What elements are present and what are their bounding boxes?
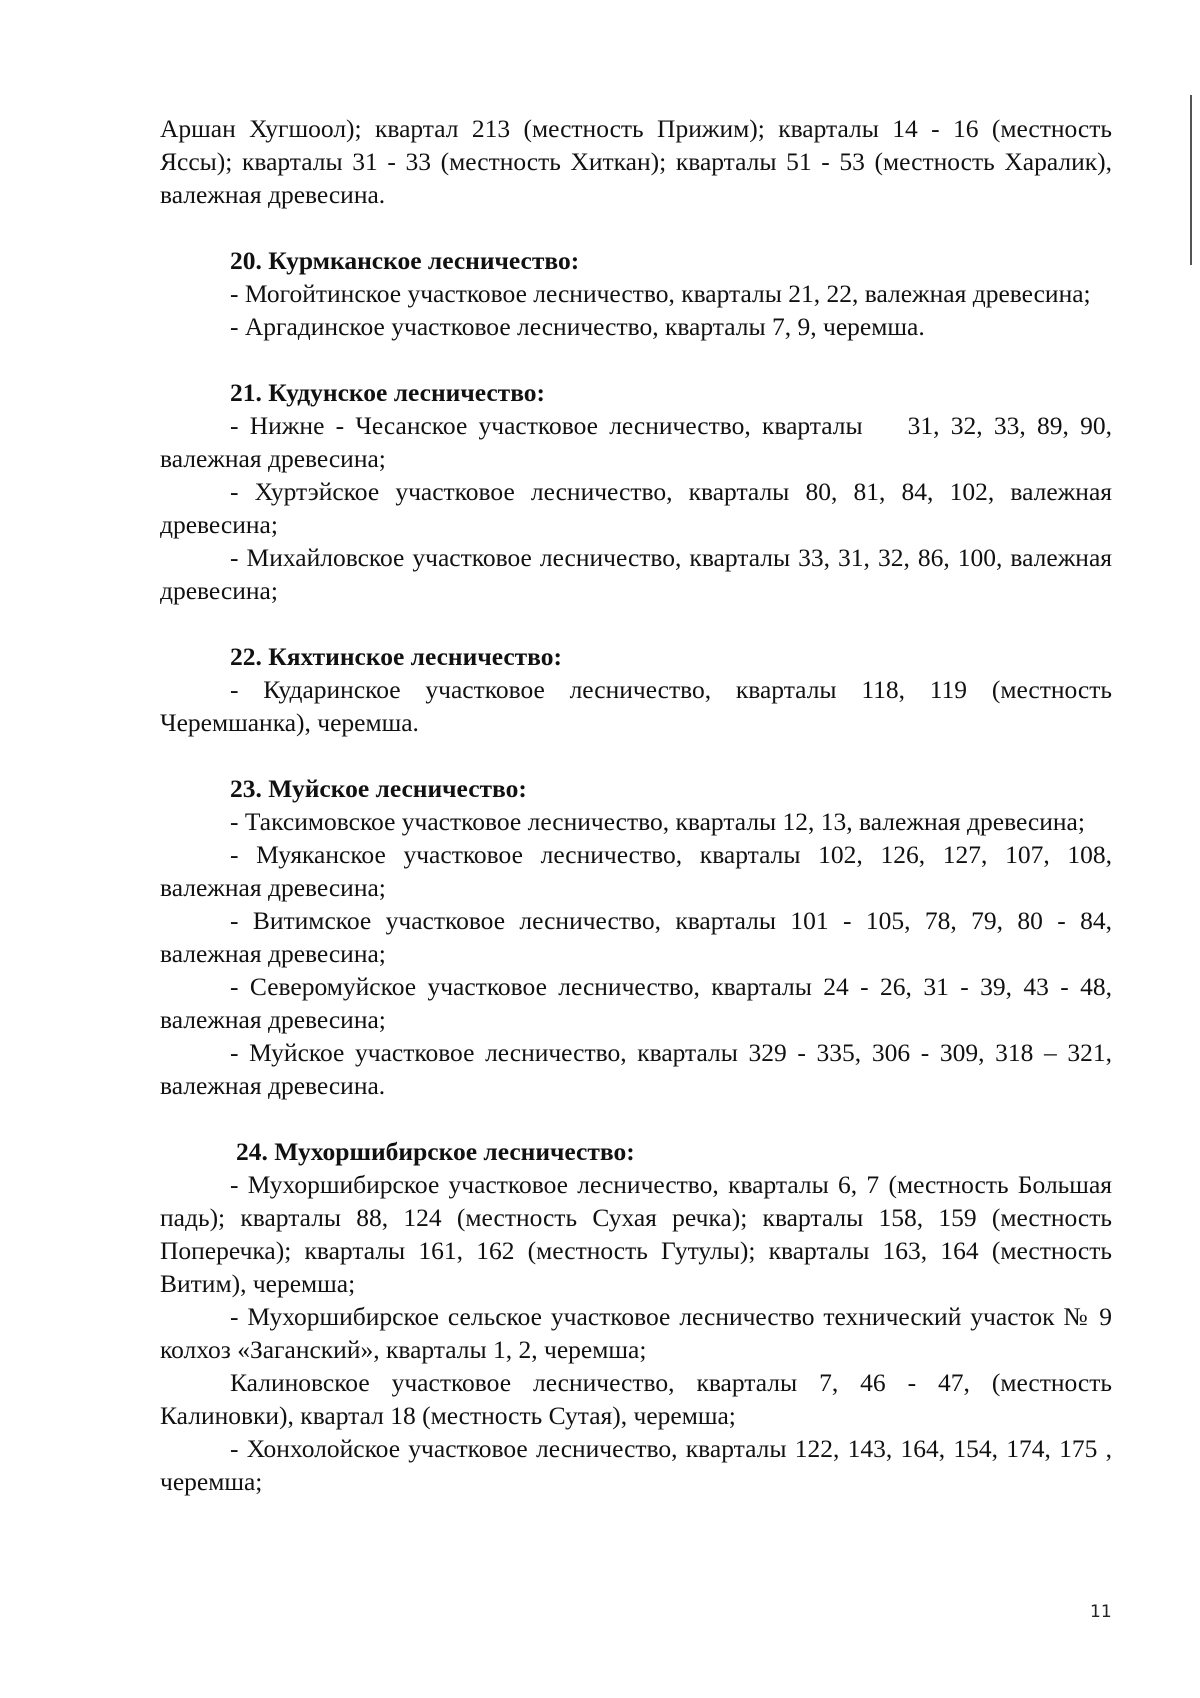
paragraph: - Михайловское участковое лесничество, кварталы 33, 31, 32, 86, 100, валежная древесина; <box>160 543 1112 605</box>
scan-edge-line <box>1190 95 1192 265</box>
paragraph: - Витимское участковое лесничество, кварталы 101 - 105, 78, 79, 80 - 84, валежная древесина; <box>160 906 1112 968</box>
paragraph: - Хуртэйское участковое лесничество, кварталы 80, 81, 84, 102, валежная древесина; <box>160 477 1112 539</box>
paragraph: - Муяканское участковое лесничество, кварталы 102, 126, 127, 107, 108, валежная древесина; <box>160 840 1112 902</box>
section-heading-23: 23. Муйское лесничество: <box>230 774 527 803</box>
paragraph: - Аргадинское участковое лесничество, кварталы 7, 9, черемша. <box>230 312 925 341</box>
section-heading-24: 24. Мухоршибирское лесничество: <box>236 1137 635 1166</box>
paragraph: - Северомуйское участковое лесничество, кварталы 24 - 26, 31 - 39, 43 - 48, валежная древесина; <box>160 972 1112 1034</box>
document-body <box>160 112 1119 1498</box>
section-heading-22: 22. Кяхтинское лесничество: <box>230 642 563 671</box>
section-heading-20: 20. Курмканское лесничество: <box>230 246 580 275</box>
paragraph: Аршан Хугшоол); квартал 213 (местность Прижим); кварталы 14 - 16 (местность Яссы); кварталы 31 - 33 (местность Хиткан); кварталы 51 - 53 (местность Харалик), валежная древесина. <box>160 114 1112 209</box>
paragraph: - Муйское участковое лесничество, кварталы 329 - 335, 306 - 309, 318 – 321, валежная древесина. <box>160 1038 1112 1100</box>
paragraph: - Мухоршибирское участковое лесничество, кварталы 6, 7 (местность Большая падь); кварталы 88, 124 (местность Сухая речка); кварталы 158, 159 (местность Поперечка); кварталы 161, 162 (местность Гутулы); кварталы 163, 164 (местность Витим), черемша; <box>160 1170 1112 1298</box>
section-heading-21: 21. Кудунское лесничество: <box>230 378 546 407</box>
paragraph: - Нижне - Чесанское участковое лесничество, кварталы 31, 32, 33, 89, 90, валежная древесина; <box>160 411 1119 473</box>
page-number: 11 <box>1090 1602 1112 1622</box>
paragraph: - Могойтинское участковое лесничество, кварталы 21, 22, валежная древесина; <box>230 279 1091 308</box>
paragraph: - Кударинское участковое лесничество, кварталы 118, 119 (местность Черемшанка), черемша. <box>160 675 1112 737</box>
paragraph: - Таксимовское участковое лесничество, кварталы 12, 13, валежная древесина; <box>230 807 1085 836</box>
paragraph: Калиновское участковое лесничество, кварталы 7, 46 - 47, (местность Калиновки), квартал 18 (местность Сутая), черемша; <box>160 1368 1112 1430</box>
paragraph: - Мухоршибирское сельское участковое лесничество технический участок № 9 колхоз «Заганский», кварталы 1, 2, черемша; <box>160 1302 1112 1364</box>
paragraph: - Хонхолойское участковое лесничество, кварталы 122, 143, 164, 154, 174, 175 , черемша; <box>160 1434 1112 1496</box>
